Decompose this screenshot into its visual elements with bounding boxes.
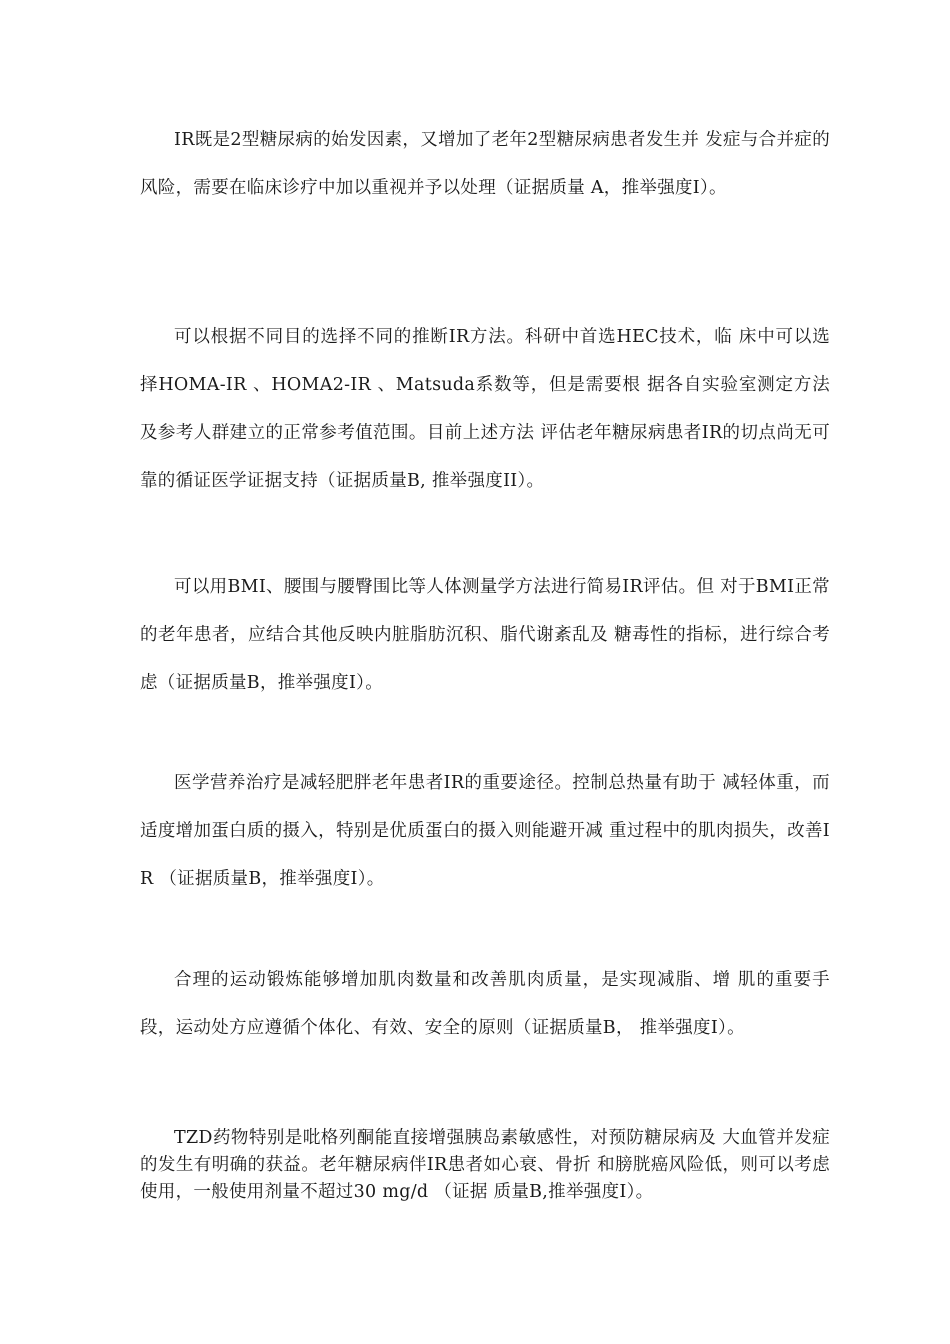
paragraph-exercise: 合理的运动锻炼能够增加肌肉数量和改善肌肉质量，是实现减脂、增 肌的重要手段，运动处方应遵循个体化、有效、安全的原则（证据质量B， 推举强度I）。 <box>140 970 830 1038</box>
paragraph-nutrition-therapy: 医学营养治疗是减轻肥胖老年患者IR的重要途径。控制总热量有助于 减轻体重，而适度增加蛋白质的摄入，特别是优质蛋白的摄入则能避开减 重过程中的肌肉损失，改善IR （证据质量B，推举强度I）。 <box>140 773 830 889</box>
paragraph-ir-anthropometry: 可以用BMI、腰围与腰臀围比等人体测量学方法进行简易IR评估。但 对于BMI正常的老年患者，应结合其他反映内脏脂肪沉积、脂代谢紊乱及 糖毒性的指标，进行综合考虑（证据质量B，推举强度I）。 <box>140 577 830 693</box>
paragraph-tzd-drugs: TZD药物特别是吡格列酮能直接增强胰岛素敏感性，对预防糖尿病及 大血管并发症的发生有明确的获益。老年糖尿病伴IR患者如心衰、骨折 和膀胱癌风险低，则可以考虑使用，一般使用剂量不超过30 mg/d （证据 质量B,推举强度I）。 <box>140 1128 830 1202</box>
paragraph-ir-methods: 可以根据不同目的选择不同的推断IR方法。科研中首选HEC技术，临 床中可以选择HOMA-IR 、HOMA2-IR 、Matsuda系数等，但是需要根 据各自实验室测定方法及参考人群建立的正常参考值范围。目前上述方法 评估老年糖尿病患者IR的切点尚无可靠的循证医学证据支持（证据质量B, 推举强度II）。 <box>140 327 830 491</box>
paragraph-ir-risk: IR既是2型糖尿病的始发因素，又增加了老年2型糖尿病患者发生并 发症与合并症的风险，需要在临床诊疗中加以重视并予以处理（证据质量 A，推举强度I）。 <box>140 130 830 198</box>
